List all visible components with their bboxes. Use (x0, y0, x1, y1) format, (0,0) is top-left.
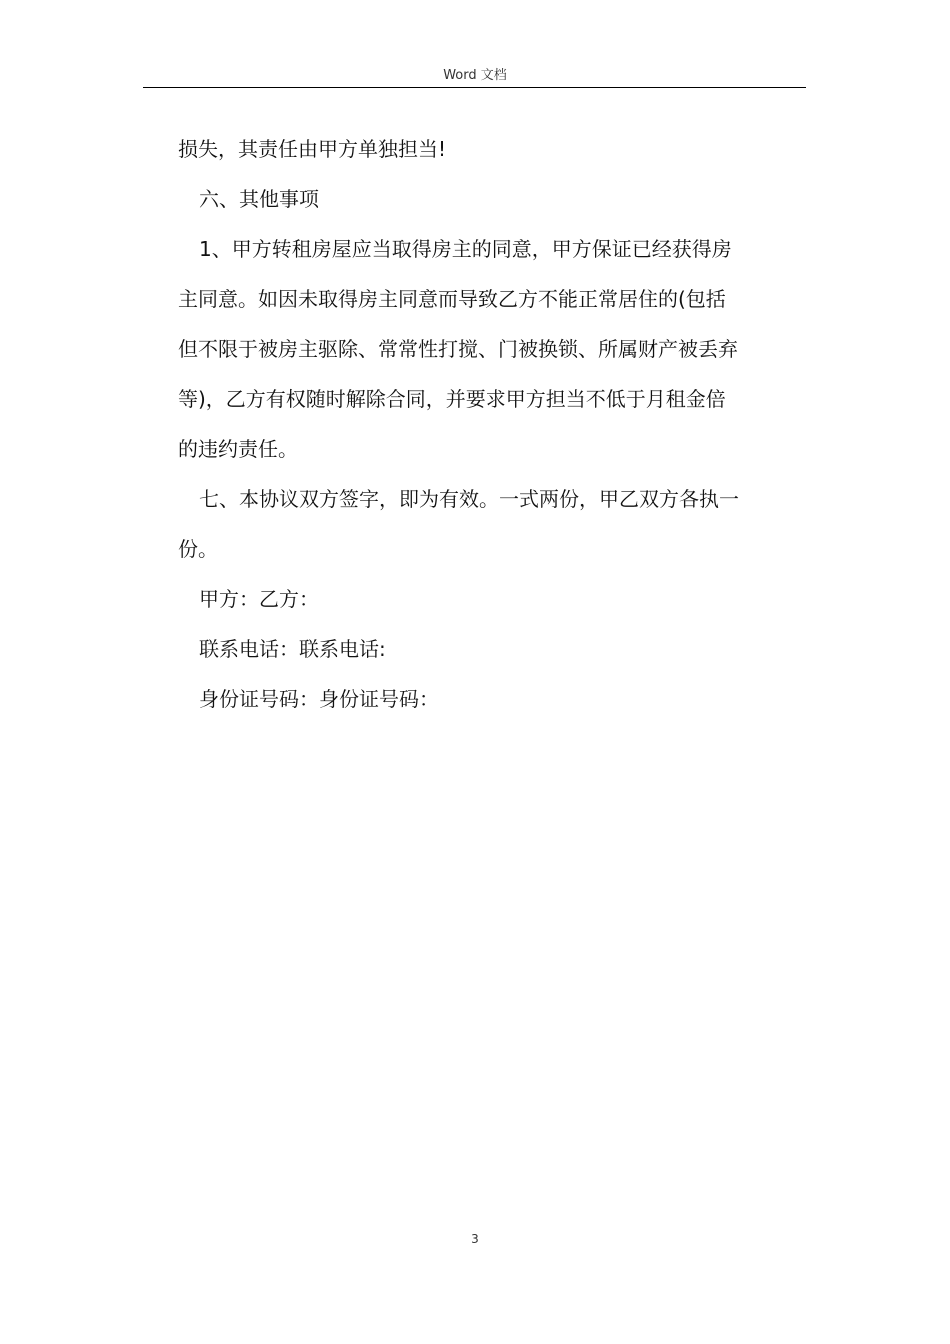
signature-phone: 联系电话：联系电话: (199, 637, 386, 661)
signature-id-number: 身份证号码：身份证号码： (199, 687, 439, 711)
signature-parties: 甲方：乙方： (199, 587, 319, 611)
header-rule (143, 87, 806, 88)
paragraph-line: 份。 (178, 537, 218, 561)
paragraph-line: 但不限于被房主驱除、常常性打搅、门被换锁、所属财产被丢弃 (178, 337, 738, 361)
page-number: 3 (471, 1232, 479, 1246)
section-heading-seven: 七、本协议双方签字，即为有效。一式两份，甲乙双方各执一 (199, 487, 739, 511)
section-heading-six: 六、其他事项 (199, 187, 319, 211)
document-body (178, 124, 808, 724)
paragraph-line: 损失，其责任由甲方单独担当! (178, 137, 447, 161)
page-header-title: Word 文档 (443, 68, 507, 83)
paragraph-line: 主同意。如因未取得房主同意而导致乙方不能正常居住的(包括 (178, 287, 726, 311)
paragraph-line: 的违约责任。 (178, 437, 298, 461)
paragraph-line: 1、甲方转租房屋应当取得房主的同意，甲方保证已经获得房 (199, 237, 732, 261)
paragraph-line: 等)，乙方有权随时解除合同，并要求甲方担当不低于月租金倍 (178, 387, 726, 411)
